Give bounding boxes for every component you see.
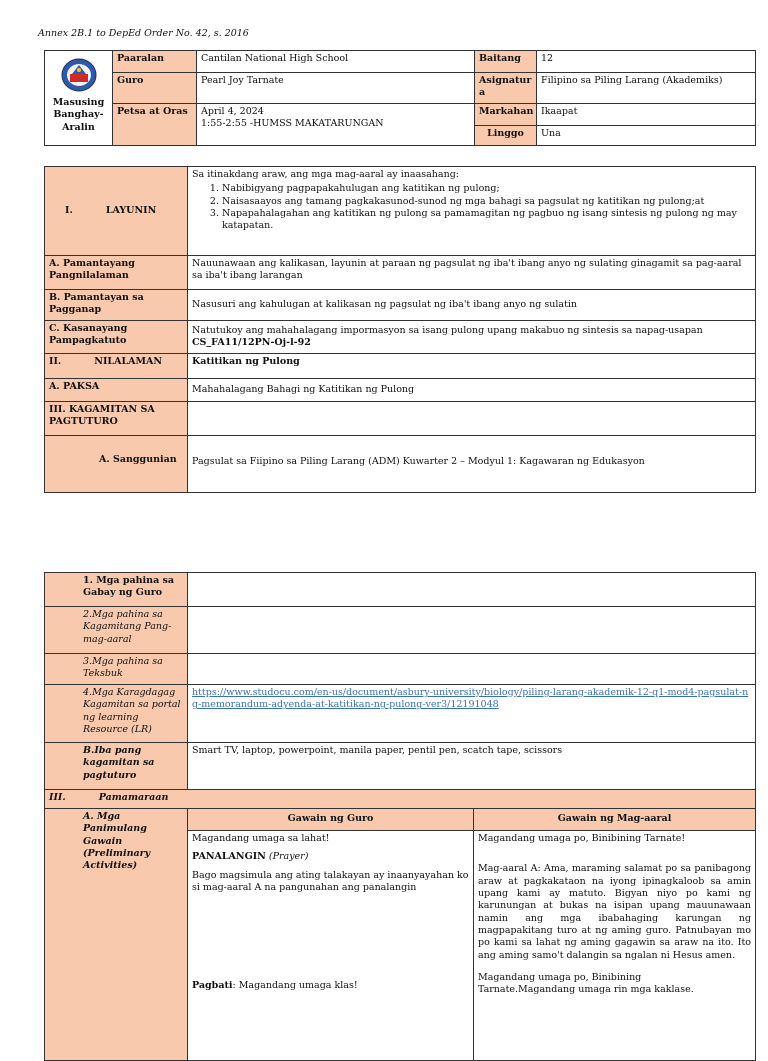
pamantayang-value: Nauunawaan ang kalikasan, layunin at paraan ng pagsulat ng iba't ibang anyo ng sulating ginagamit sa pag-aaral sa iba't ibang larangan (188, 256, 756, 290)
baitang-value: 12 (537, 51, 756, 73)
nilalaman-label (45, 354, 188, 379)
paksa-label: A. PAKSA (45, 379, 188, 402)
panalangin-label: PANALANGIN (192, 851, 266, 863)
doc-type-cell (45, 51, 113, 146)
pamamaraan-label: III. Pamamaraan (49, 792, 169, 803)
student-reply-line1: Magandang umaga po, Binibining (478, 972, 642, 984)
linggo-value: Una (537, 126, 756, 146)
lr-label: 4.Mga Karagdagag Kagamitan sa portal ng learning Resource (LR) (45, 685, 188, 743)
petsa-date: April 4, 2024 (201, 106, 264, 117)
nilalaman-value: Katitikan ng Pulong (188, 354, 756, 379)
pamamaraan-header (45, 790, 756, 809)
panimulang-label: A. Mga Panimulang Gawain (Preliminary Activities) (45, 809, 188, 1061)
lr-value (188, 685, 756, 743)
guro-label: Guro (113, 73, 197, 104)
kasanayan-value (188, 321, 756, 354)
deped-seal-icon (53, 57, 105, 93)
layunin-list (192, 183, 751, 232)
resources-table (44, 572, 756, 1061)
pagbati-line (192, 980, 469, 992)
layunin-label-text: I. LAYUNIN (65, 204, 157, 216)
teksbuk-value (188, 654, 756, 685)
student-greeting: Magandang umaga po, Binibining Tarnate! (478, 833, 686, 844)
kagamitan-label: III. KAGAMITAN SA PAGTUTURO (45, 402, 188, 436)
paaralan-value: Cantilan National High School (197, 51, 475, 73)
kasanayan-text: Natutukoy ang mahahalagang impormasyon sa isang pulong upang makabuo ng sintesis sa napag-usapan (192, 324, 703, 336)
gawain-guro-header: Gawain ng Guro (188, 809, 474, 831)
baitang-label: Baitang (475, 51, 537, 73)
guro-prayer-request: Bago magsimula ang ating talakayan ay inaanyayahan ko si mag-aaral A na pangunahan ang panalangin (192, 869, 469, 894)
pagganap-value: Nasusuri ang kahulugan at kalikasan ng pagsulat ng iba't ibang anyo ng sulatin (188, 290, 756, 321)
student-reply-line2: Tarnate.Magandang umaga rin mga kaklase. (478, 984, 694, 996)
panalangin-english: (Prayer) (268, 851, 309, 863)
gawain-mag-aaral-header: Gawain ng Mag-aaral (474, 809, 756, 831)
layunin-label (45, 167, 188, 256)
sanggunian-value: Pagsulat sa Fiipino sa Piling Larang (ADM) Kuwarter 2 – Modyul 1: Kagawaran ng Edukasyon (188, 436, 756, 493)
asignatura-label: Asignatura (475, 73, 537, 104)
student-prayer: Mag-aaral A: Ama, maraming salamat po sa panibagong araw at pagkakataon na iyong ipinagkaloob sa amin upang kami ay matuto. Bigyan niyo po kami ng karunungan at bukas na isipan upang mauunawaan namin ang mga ibabahaging karungan ng magpapakitang turo at ng aming guro. Patnubayan mo po kami sa lahat ng aming gagawin sa araw na ito. Ito ang aming samo't dalangin sa ngalan ni Hesus amen. (478, 863, 751, 961)
iba-label: B.Iba pang kagamitan sa pagtuturo (45, 743, 188, 790)
kagamitang-value (188, 607, 756, 654)
paksa-value: Mahahalagang Bahagi ng Katitikan ng Pulong (188, 379, 756, 402)
layunin-content (188, 167, 756, 256)
doc-type-label: Masusing Banghay-Aralin (52, 97, 105, 133)
mag-aaral-activities (474, 831, 756, 1061)
markahan-value: Ikaapat (537, 104, 756, 126)
nilalaman-label-text: II. NILALAMAN (49, 356, 163, 367)
iba-value: Smart TV, laptop, powerpoint, manila paper, pentil pen, scatch tape, scissors (188, 743, 756, 790)
teksbuk-label: 3.Mga pahina sa Teksbuk (45, 654, 188, 685)
kagamitang-label: 2.Mga pahina sa Kagamitang Pang-mag-aaral (45, 607, 188, 654)
panalangin-heading (192, 851, 469, 863)
paaralan-label: Paaralan (113, 51, 197, 73)
petsa-time: 1:55-2:55 -HUMSS MAKATARUNGAN (201, 118, 384, 130)
petsa-value (197, 104, 475, 146)
guro-greeting: Magandang umaga sa lahat! (192, 833, 330, 844)
layunin-intro: Sa itinakdang araw, ang mga mag-aaral ay inaasahang: (192, 169, 459, 180)
pagganap-label: B. Pamantayan sa Pagganap (45, 290, 188, 321)
guro-activities (188, 831, 474, 1061)
header-table (44, 50, 756, 146)
objectives-table (44, 166, 756, 493)
kasanayan-code: CS_FA11/12PN-Oj-l-92 (192, 337, 311, 348)
gabay-value (188, 573, 756, 607)
gabay-label: 1. Mga pahina sa Gabay ng Guro (45, 573, 188, 607)
annex-reference: Annex 2B.1 to DepEd Order No. 42, s. 2016 (38, 28, 249, 39)
sanggunian-label: A. Sanggunian (45, 436, 188, 493)
student-reply (478, 972, 751, 997)
petsa-label: Petsa at Oras (113, 104, 197, 146)
kasanayan-label: C. Kasanayang Pampagkatuto (45, 321, 188, 354)
layunin-item: 3. Napapahalagahan ang katitikan ng pulong sa pamamagitan ng pagbuo ng isang sintesis ng pulong ng may katapatan. (222, 208, 751, 233)
layunin-item: 1. Nabibigyang pagpapakahulugan ang katitikan ng pulong; (222, 183, 751, 195)
markahan-label: Markahan (475, 104, 537, 126)
pagbati-text: : Magandang umaga klas! (232, 980, 358, 992)
pagbati-label: Pagbati (192, 980, 233, 992)
lr-resource-link[interactable]: https://www.studocu.com/en-us/document/asbury-university/biology/piling-larang-akademik-12-q1-mod4-pagsulat-ng-memorandum-adyenda-at-katitikan-ng-pulong-ver3/12191048 (192, 687, 749, 711)
guro-value: Pearl Joy Tarnate (197, 73, 475, 104)
asignatura-value: Filipino sa Piling Larang (Akademiks) (537, 73, 756, 104)
layunin-item: 2. Naisasaayos ang tamang pagkakasunod-sunod ng mga bahagi sa pagsulat ng katitikan ng pulong;at (222, 196, 751, 208)
pamantayang-label: A. Pamantayang Pangnilalaman (45, 256, 188, 290)
kagamitan-value (188, 402, 756, 436)
linggo-label: Linggo (475, 126, 537, 146)
